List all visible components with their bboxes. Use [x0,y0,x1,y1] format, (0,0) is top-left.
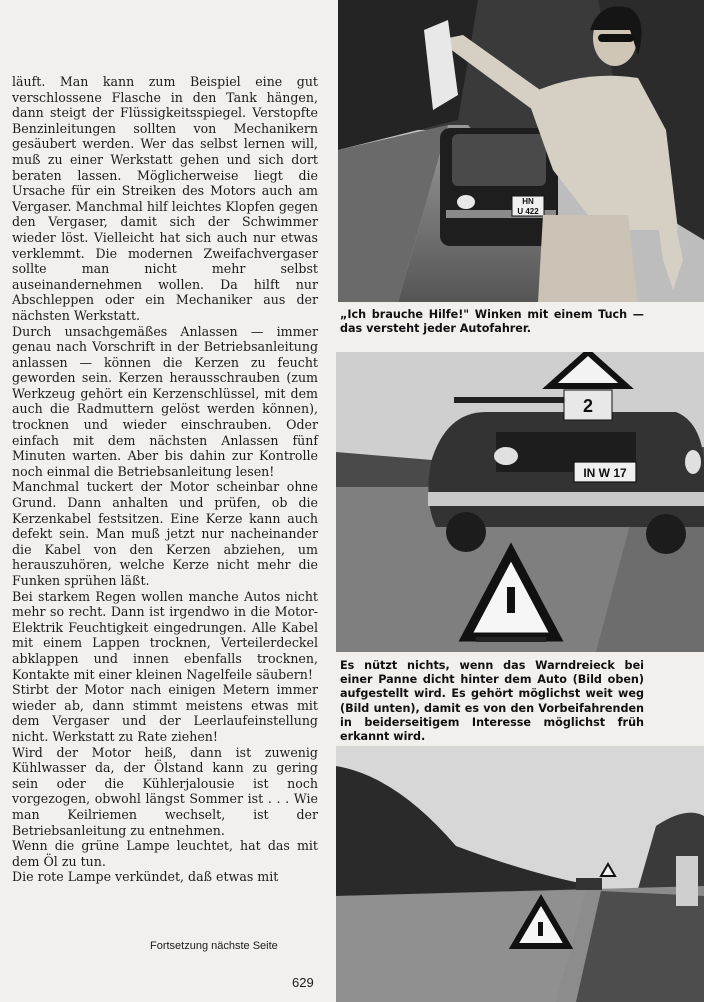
page-number: 629 [292,975,314,990]
article-text-column [12,74,318,885]
paragraph: Durch unsachgemäßes Anlassen — immer genau nach Vorschrift in der Betriebsanleitung anlassen — können die Kerzen zu feucht geworden sein. Kerzen herausschrauben (zum Werkzeug gehört ein Kerzenschlüssel, mit dem auch die Radmuttern gelöst werden können), trocknen und wieder einschrauben. Oder einfach mit dem nächsten Anlassen fünf Minuten warten. Aber bis dahin zur Kontrolle noch einmal die Betriebsanleitung lesen! [12,323,318,479]
paragraph: Bei starkem Regen wollen manche Autos nicht mehr so recht. Dann ist irgendwo in die Motor-Elektrik Feuchtigkeit eingedrungen. Alle Kabel mit einem Lappen trocknen, Verteilerdeckel abklappen und innen ebenfalls trocknen, Kontakte mit einer kleinen Nagelfeile säubern! [12,588,318,682]
paragraph: Stirbt der Motor nach einigen Metern immer wieder ab, dann stimmt meistens etwas mit dem Vergaser und der Leerlaufeinstellung nicht. Werkstatt zu Rate ziehen! [12,682,318,744]
paragraph: läuft. Man kann zum Beispiel eine gut verschlossene Flasche in den Tank hängen, dann steigt der Flüssigkeitsspiegel. Verstopfte Benzinleitungen sollten von Mechanikern gesäubert werden. Wer das selbst lernen will, muß zu einer Werkstatt gehen und sich dort beraten lassen. Möglicherweise liegt die Ursache für ein Streiken des Motors auch am Vergaser. Manchmal hilf leichtes Klopfen gegen den Vergaser, damit sich der Schwimmer wieder löst. Vielleicht hat sich auch nur etwas verklemmt. Die modernen Zweifachvergaser sollte man nicht mehr selbst auseinandernehmen wollen. Da hilft nur Abschleppen oder ein Mechaniker aus der nächsten Werkstatt. [12,74,318,323]
photo-woman-waving [338,0,704,302]
paragraph: Wenn die grüne Lampe leuchtet, hat das mit dem Öl zu tun. [12,838,318,869]
photo-warning-triangle-far [336,746,704,1002]
svg-text:IN W 17: IN W 17 [583,466,627,480]
svg-text:HN: HN [522,197,534,206]
svg-text:U 422: U 422 [517,207,539,216]
caption-photo1: „Ich brauche Hilfe!" Winken mit einem Tuch — das versteht jeder Autofahrer. [340,308,644,336]
svg-text:2: 2 [582,396,594,416]
caption-photo2: Es nützt nichts, wenn das Warndreieck bei einer Panne dicht hinter dem Auto (Bild oben) aufgestellt wird. Es gehört möglichst weit weg (Bild unten), damit es von den Vorbeifahrenden in beiderseitigem Interesse möglichst früh erkannt wird. [340,659,644,744]
paragraph: Die rote Lampe verkündet, daß etwas mit [12,869,279,885]
continuation-note: Fortsetzung nächste Seite [150,940,278,952]
photo-warning-triangle-close [336,352,704,652]
paragraph: Manchmal tuckert der Motor scheinbar ohne Grund. Dann anhalten und prüfen, ob die Kerzenkabel festsitzen. Eine Kerze kann auch defekt sein. Man muß jetzt nur nacheinander die Kabel von den Kerzen abziehen, um herauszuhören, welche Kerze nicht mehr die Funken sprühen läßt. [12,479,318,588]
paragraph: Wird der Motor heiß, dann ist zuwenig Kühlwasser da, der Ölstand kann zu gering sein oder die Kühlerjalousie ist noch vorgezogen, obwohl längst Sommer ist . . . Wie man Keilriemen wechselt, ist der Betriebsanleitung zu entnehmen. [12,744,318,838]
